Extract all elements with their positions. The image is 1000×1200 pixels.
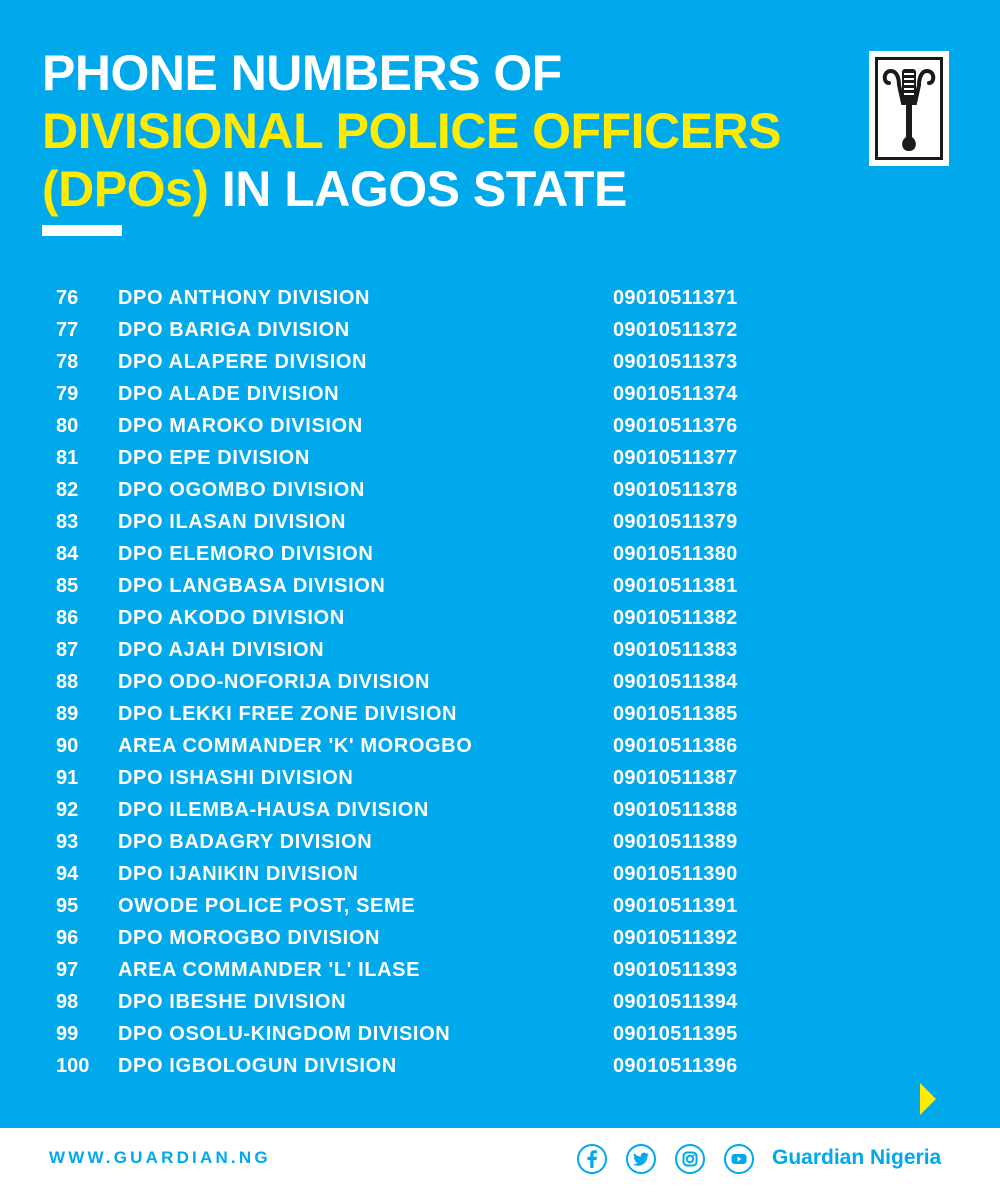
row-number: 76 [56, 287, 79, 309]
row-number: 87 [56, 639, 79, 661]
row-number: 92 [56, 799, 79, 821]
phone-number[interactable]: 09010511374 [613, 383, 738, 405]
next-arrow-icon[interactable] [920, 1083, 936, 1115]
division-name: DPO ODO-NOFORIJA DIVISION [118, 671, 431, 693]
division-name: DPO AJAH DIVISION [118, 639, 325, 661]
division-name: OWODE POLICE POST, SEME [118, 895, 416, 917]
list-item [0, 314, 1000, 346]
title-line-3-highlight: (DPOs) [42, 161, 209, 217]
list-item [0, 890, 1000, 922]
phone-number[interactable]: 09010511381 [613, 575, 738, 597]
division-name: DPO LANGBASA DIVISION [118, 575, 386, 597]
list-item [0, 378, 1000, 410]
list-item [0, 570, 1000, 602]
phone-number[interactable]: 09010511396 [613, 1055, 738, 1077]
row-number: 90 [56, 735, 79, 757]
division-name: DPO ALADE DIVISION [118, 383, 340, 405]
phone-number[interactable]: 09010511378 [613, 479, 738, 501]
row-number: 98 [56, 991, 79, 1013]
phone-number[interactable]: 09010511389 [613, 831, 738, 853]
list-item [0, 442, 1000, 474]
phone-number[interactable]: 09010511384 [613, 671, 738, 693]
list-item [0, 762, 1000, 794]
phone-number[interactable]: 09010511388 [613, 799, 738, 821]
phone-number[interactable]: 09010511393 [613, 959, 738, 981]
list-item [0, 634, 1000, 666]
row-number: 77 [56, 319, 79, 341]
row-number: 85 [56, 575, 79, 597]
brand-name: Guardian Nigeria [772, 1146, 942, 1169]
row-number: 94 [56, 863, 79, 885]
list-item [0, 538, 1000, 570]
guardian-logo-icon [875, 57, 943, 160]
phone-number[interactable]: 09010511383 [613, 639, 738, 661]
row-number: 80 [56, 415, 79, 437]
list-item [0, 602, 1000, 634]
row-number: 82 [56, 479, 79, 501]
row-number: 91 [56, 767, 79, 789]
division-name: DPO BARIGA DIVISION [118, 319, 350, 341]
division-name: DPO BADAGRY DIVISION [118, 831, 373, 853]
row-number: 83 [56, 511, 79, 533]
phone-number[interactable]: 09010511390 [613, 863, 738, 885]
division-name: DPO OGOMBO DIVISION [118, 479, 365, 501]
division-name: DPO OSOLU-KINGDOM DIVISION [118, 1023, 451, 1045]
list-item [0, 922, 1000, 954]
row-number: 89 [56, 703, 79, 725]
title-line-2: DIVISIONAL POLICE OFFICERS [42, 103, 781, 159]
row-number: 97 [56, 959, 79, 981]
phone-number[interactable]: 09010511377 [613, 447, 738, 469]
page-title [42, 44, 781, 218]
title-line-3-rest: IN LAGOS STATE [208, 161, 627, 217]
row-number: 84 [56, 543, 79, 565]
list-item [0, 474, 1000, 506]
division-name: DPO EPE DIVISION [118, 447, 310, 469]
row-number: 96 [56, 927, 79, 949]
phone-number[interactable]: 09010511376 [613, 415, 738, 437]
phone-number[interactable]: 09010511379 [613, 511, 738, 533]
division-name: DPO IJANIKIN DIVISION [118, 863, 359, 885]
division-name: DPO LEKKI FREE ZONE DIVISION [118, 703, 458, 725]
list-item [0, 794, 1000, 826]
list-item [0, 698, 1000, 730]
list-item [0, 954, 1000, 986]
division-name: DPO IGBOLOGUN DIVISION [118, 1055, 397, 1077]
list-item [0, 506, 1000, 538]
row-number: 93 [56, 831, 79, 853]
phone-number[interactable]: 09010511394 [613, 991, 738, 1013]
instagram-icon[interactable] [674, 1143, 706, 1175]
phone-number[interactable]: 09010511373 [613, 351, 738, 373]
list-item [0, 410, 1000, 442]
division-name: DPO ELEMORO DIVISION [118, 543, 374, 565]
row-number: 95 [56, 895, 79, 917]
footer [0, 1128, 1000, 1200]
division-name: DPO ANTHONY DIVISION [118, 287, 371, 309]
phone-number[interactable]: 09010511371 [613, 287, 738, 309]
phone-number[interactable]: 09010511385 [613, 703, 738, 725]
row-number: 81 [56, 447, 79, 469]
phone-number[interactable]: 09010511380 [613, 543, 738, 565]
guardian-logo [869, 51, 949, 166]
twitter-icon[interactable] [625, 1143, 657, 1175]
phone-number[interactable]: 09010511391 [613, 895, 738, 917]
dpo-list [0, 282, 1000, 1082]
list-item [0, 666, 1000, 698]
division-name: AREA COMMANDER 'K' MOROGBO [118, 735, 473, 757]
row-number: 100 [56, 1055, 90, 1077]
list-item [0, 730, 1000, 762]
row-number: 86 [56, 607, 79, 629]
website-link[interactable]: WWW.GUARDIAN.NG [49, 1148, 271, 1167]
row-number: 78 [56, 351, 79, 373]
title-line-1: PHONE NUMBERS OF [42, 45, 562, 101]
phone-number[interactable]: 09010511387 [613, 767, 738, 789]
division-name: AREA COMMANDER 'L' ILASE [118, 959, 421, 981]
row-number: 79 [56, 383, 79, 405]
division-name: DPO MAROKO DIVISION [118, 415, 363, 437]
division-name: DPO ILEMBA-HAUSA DIVISION [118, 799, 429, 821]
phone-number[interactable]: 09010511382 [613, 607, 738, 629]
list-item [0, 986, 1000, 1018]
list-item [0, 858, 1000, 890]
list-item [0, 1018, 1000, 1050]
division-name: DPO MOROGBO DIVISION [118, 927, 381, 949]
phone-number[interactable]: 09010511392 [613, 927, 738, 949]
facebook-icon[interactable] [576, 1143, 608, 1175]
list-item [0, 282, 1000, 314]
division-name: DPO ALAPERE DIVISION [118, 351, 368, 373]
phone-number[interactable]: 09010511372 [613, 319, 738, 341]
division-name: DPO AKODO DIVISION [118, 607, 345, 629]
phone-number[interactable]: 09010511395 [613, 1023, 738, 1045]
list-item [0, 826, 1000, 858]
list-item [0, 1050, 1000, 1082]
division-name: DPO ISHASHI DIVISION [118, 767, 354, 789]
title-underline [42, 225, 122, 236]
division-name: DPO IBESHE DIVISION [118, 991, 347, 1013]
phone-number[interactable]: 09010511386 [613, 735, 738, 757]
division-name: DPO ILASAN DIVISION [118, 511, 347, 533]
row-number: 99 [56, 1023, 79, 1045]
list-item [0, 346, 1000, 378]
youtube-icon[interactable] [723, 1143, 755, 1175]
row-number: 88 [56, 671, 79, 693]
